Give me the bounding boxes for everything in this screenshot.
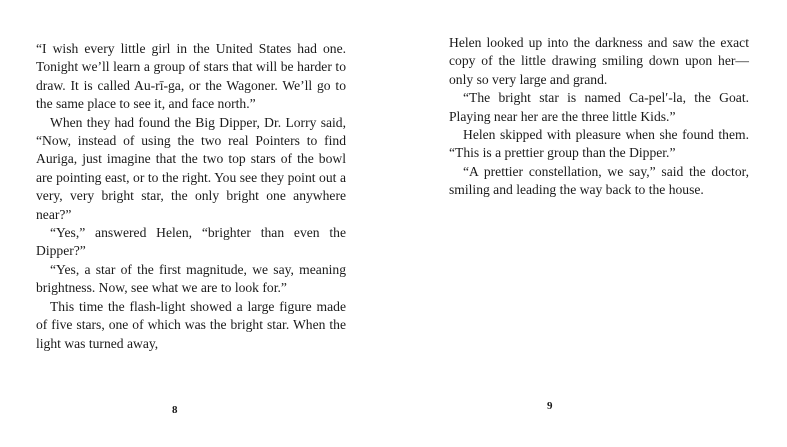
paragraph: Helen skipped with pleasure when she found them. “This is a prettier group than the Dipper.” <box>449 127 749 161</box>
paragraph: When they had found the Big Dipper, Dr. Lorry said, “Now, instead of using the two real Pointers to find Auriga, just imagine that the two top stars of the bowl are pointing east, or to the right. You see they point out a very, very bright star, the only bright one anywhere near?” <box>36 114 346 222</box>
paragraph: “I wish every little girl in the United States had one. Tonight we’ll learn a group of stars that will be harder to draw. It is called Au-rī-ga, or the Wagoner. We’ll go to the same place to see it, and face north.” <box>36 41 346 112</box>
paragraph: “Yes, a star of the first magnitude, we say, meaning brightness. Now, see what we are to look for.” <box>36 261 346 296</box>
paragraph: This time the flash-light showed a large figure made of five stars, one of which was the bright star. When the light was turned away, <box>36 298 346 351</box>
paragraph: “Yes,” answered Helen, “brighter than even the Dipper?” <box>36 225 346 259</box>
left-page-text <box>36 40 346 353</box>
page-number: 8 <box>172 404 178 416</box>
page-number: 9 <box>547 400 553 412</box>
paragraph: “The bright star is named Ca-pel′-la, the Goat. Playing near her are the three little Kids.” <box>449 90 749 124</box>
right-page <box>395 0 787 447</box>
paragraph: “A prettier constellation, we say,” said the doctor, smiling and leading the way back to the house. <box>449 163 749 198</box>
right-page-text <box>449 34 749 200</box>
paragraph: Helen looked up into the darkness and saw the exact copy of the little drawing smiling down upon her—only so very large and grand. <box>449 35 749 87</box>
